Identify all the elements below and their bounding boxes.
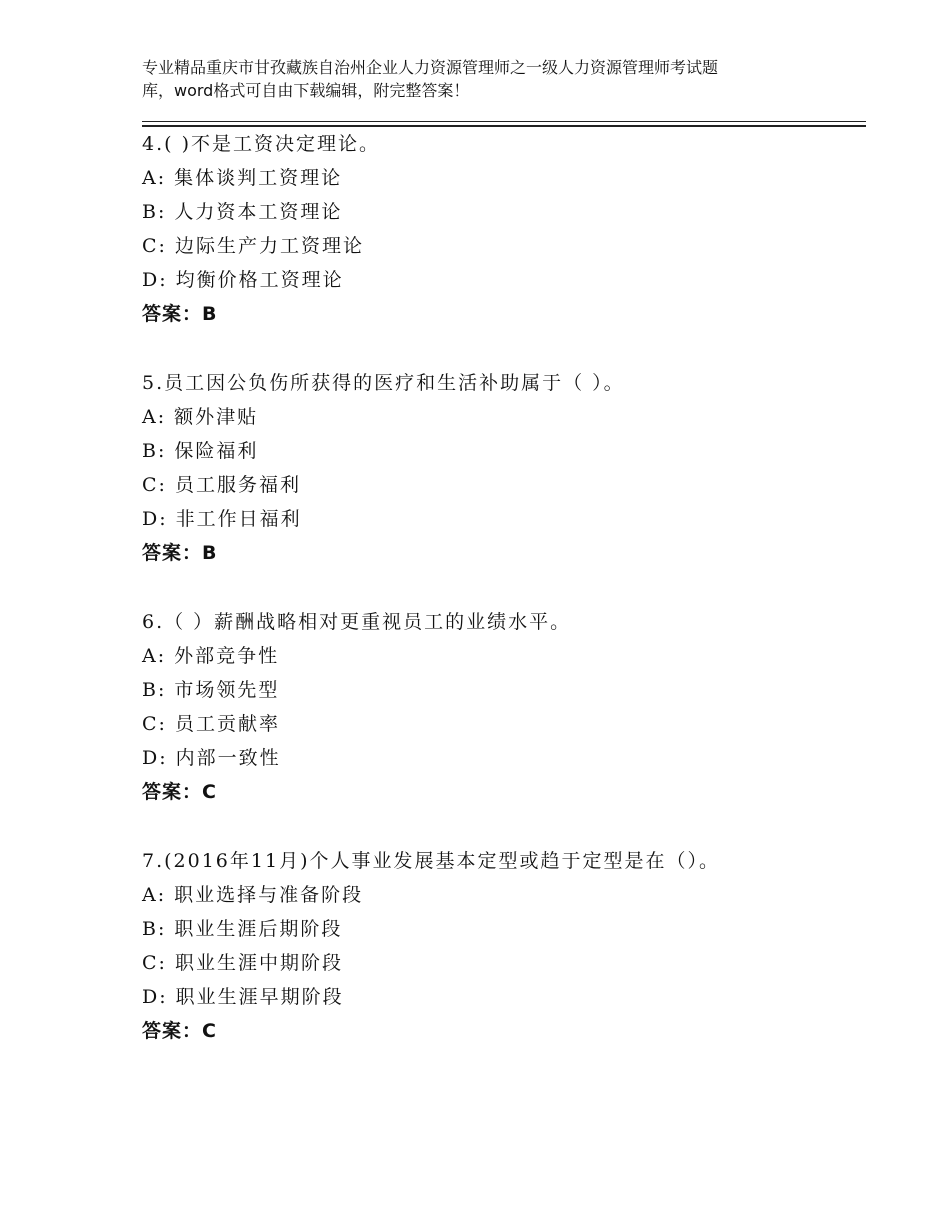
answer-line: 答案：C	[142, 1020, 217, 1042]
option-c: C: 职业生涯中期阶段	[142, 952, 343, 974]
question-stem: 5.员工因公负伤所获得的医疗和生活补助属于（ ）。	[142, 372, 625, 394]
option-a: A: 职业选择与准备阶段	[142, 884, 364, 906]
option-c: C: 员工贡献率	[142, 713, 280, 735]
option-b: B: 市场领先型	[142, 679, 280, 701]
option-d: D: 内部一致性	[142, 747, 281, 769]
answer-line: 答案：B	[142, 303, 218, 325]
question-stem: 4.( )不是工资决定理论。	[142, 133, 380, 155]
option-b: B: 保险福利	[142, 440, 259, 462]
answer-line: 答案：C	[142, 781, 217, 803]
option-b: B: 职业生涯后期阶段	[142, 918, 343, 940]
option-a: A: 额外津贴	[142, 406, 259, 428]
question-stem: 7.(2016年11月)个人事业发展基本定型或趋于定型是在（）。	[142, 850, 720, 872]
question-4	[142, 127, 862, 331]
option-c: C: 员工服务福利	[142, 474, 301, 496]
option-d: D: 均衡价格工资理论	[142, 269, 344, 291]
option-a: A: 外部竞争性	[142, 645, 280, 667]
header-line-1: 专业精品重庆市甘孜藏族自治州企业人力资源管理师之一级人力资源管理师考试题	[142, 58, 719, 77]
question-7	[142, 844, 862, 1048]
option-a: A: 集体谈判工资理论	[142, 167, 343, 189]
answer-line: 答案：B	[142, 542, 218, 564]
option-c: C: 边际生产力工资理论	[142, 235, 364, 257]
header-line-2: 库，word格式可自由下载编辑，附完整答案！	[142, 81, 470, 100]
option-d: D: 非工作日福利	[142, 508, 302, 530]
question-stem: 6.（ ）薪酬战略相对更重视员工的业绩水平。	[142, 611, 572, 633]
question-6	[142, 605, 862, 809]
question-5	[142, 366, 862, 570]
option-d: D: 职业生涯早期阶段	[142, 986, 344, 1008]
option-b: B: 人力资本工资理论	[142, 201, 343, 223]
document-header	[142, 56, 842, 102]
